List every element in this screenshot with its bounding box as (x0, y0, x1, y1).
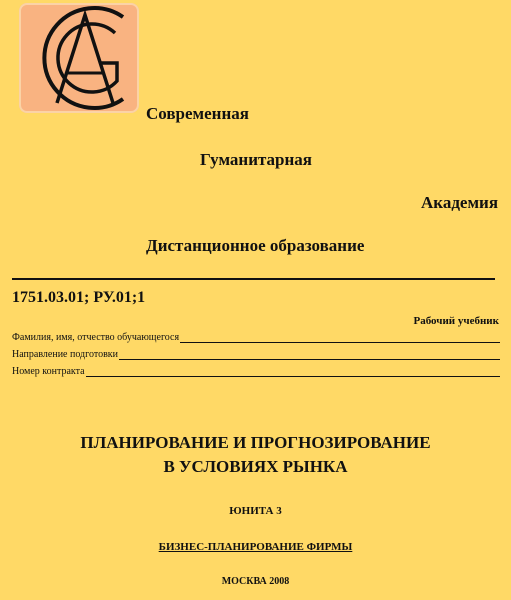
contract-blank-line (86, 367, 500, 377)
student-name-field (12, 332, 500, 343)
unit-label: ЮНИТА 3 (229, 505, 282, 517)
topic-title-text: БИЗНЕС-ПЛАНИРОВАНИЕ ФИРМЫ (158, 541, 353, 553)
student-name-label: Фамилия, имя, отчество обучающегося (12, 332, 180, 343)
document-code: 1751.03.01; РУ.01;1 (12, 289, 146, 306)
academy-name-word-3: Академия (421, 193, 499, 212)
academy-logo (19, 3, 139, 113)
direction-field (12, 349, 500, 360)
direction-blank-line (119, 350, 500, 360)
academy-logo-icon (19, 3, 139, 113)
course-title-line-2: В УСЛОВИЯХ РЫНКА (163, 457, 348, 476)
academy-name-word-1: Современная (146, 104, 249, 123)
contract-field (12, 366, 500, 377)
city-year: МОСКВА 2008 (221, 576, 290, 587)
student-name-blank-line (180, 333, 500, 343)
horizontal-divider (12, 278, 495, 280)
course-title-line-1: ПЛАНИРОВАНИЕ И ПРОГНОЗИРОВАНИЕ (80, 433, 431, 452)
contract-label: Номер контракта (12, 366, 85, 377)
topic-title (0, 541, 511, 553)
academy-name-word-2: Гуманитарная (200, 150, 313, 169)
department-name: Дистанционное образование (146, 236, 365, 255)
document-kind: Рабочий учебник (413, 315, 499, 327)
direction-label: Направление подготовки (12, 349, 119, 360)
